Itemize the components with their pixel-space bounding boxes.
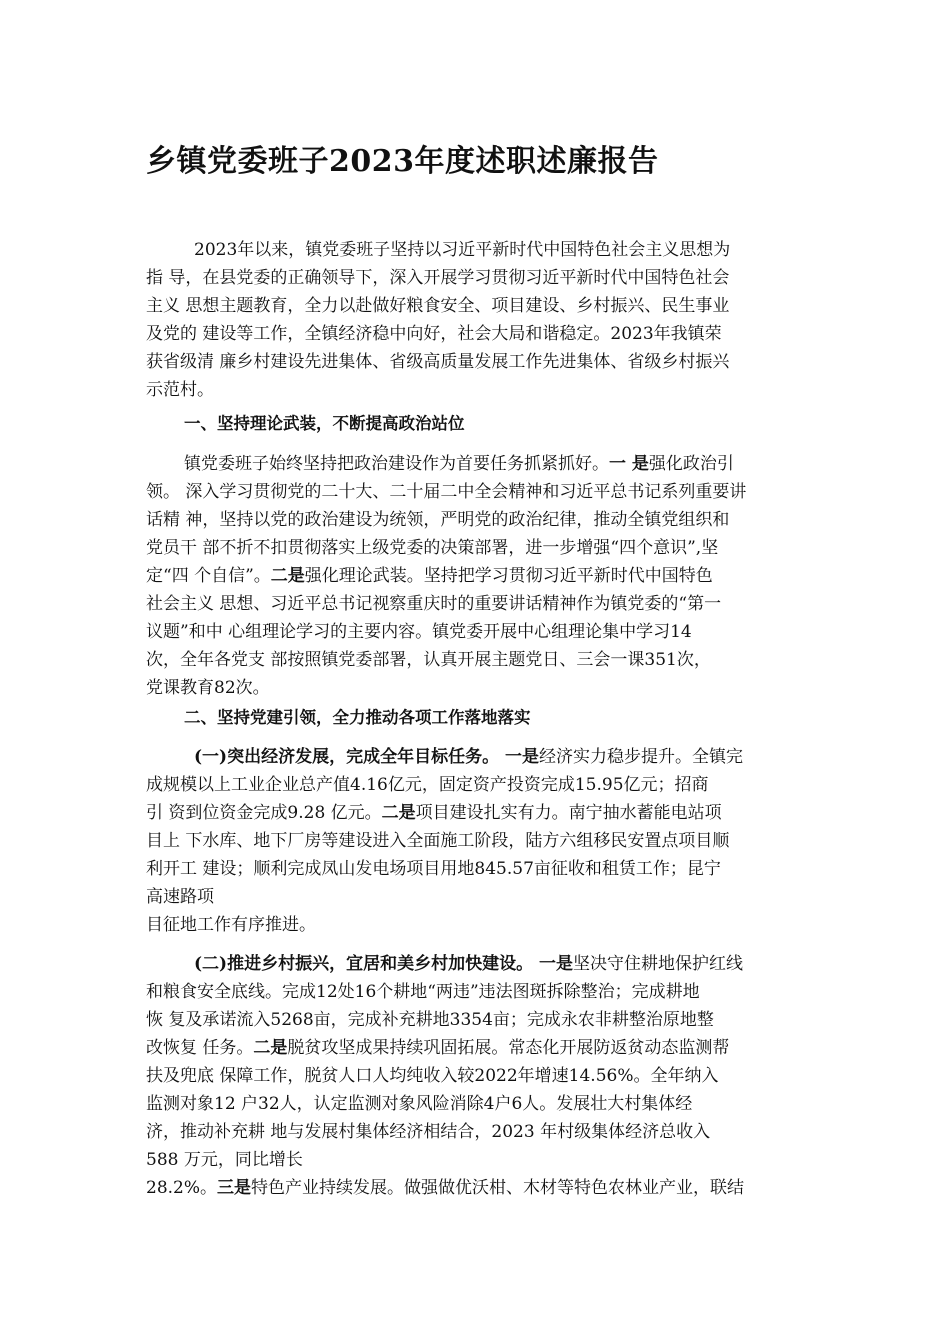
section1-line: 次，全年各党支 部按照镇党委部署，认真开展主题党日、三会一课351次， [146, 650, 711, 670]
section1-line: 定“四 个自信”。二是强化理论武装。坚持把学习贯彻习近平新时代中国特色 [146, 566, 713, 586]
subsection1-line: 目征地工作有序推进。 [146, 915, 316, 935]
intro-line: 指 导，在县党委的正确领导下，深入开展学习贯彻习近平新时代中国特色社会 [146, 268, 730, 288]
subsection1-line: 利开工 建设；顺利完成凤山发电场项目用地845.57亩征收和租赁工作；昆宁 [146, 859, 721, 879]
section1-line: 话精 神，坚持以党的政治建设为统领，严明党的政治纪律，推动全镇党组织和 [146, 510, 730, 530]
section1-line: 议题”和中 心组理论学习的主要内容。镇党委开展中心组理论集中学习14 [146, 622, 692, 642]
subsection2-line: 扶及兜底 保障工作，脱贫人口人均纯收入较2022年增速14.56%。全年纳入 [146, 1066, 719, 1086]
subsection2-line: 28.2%。三是特色产业持续发展。做强做优沃柑、木材等特色农林业产业，联结 [146, 1178, 745, 1198]
section1-line: 党员干 部不折不扣贯彻落实上级党委的决策部署，进一步增强“四个意识”,坚 [146, 538, 719, 558]
subsection1-line: 引 资到位资金完成9.28 亿元。二是项目建设扎实有力。南宁抽水蓄能电站项 [146, 803, 722, 823]
intro-paragraph [146, 236, 811, 404]
subsection1-paragraph [146, 743, 811, 939]
section1-line: 镇党委班子始终坚持把政治建设作为首要任务抓紧抓好。一 是强化政治引 [184, 454, 734, 474]
intro-line: 及党的 建设等工作，全镇经济稳中向好，社会大局和谐稳定。2023年我镇荣 [146, 324, 722, 344]
subsection1-line: 目上 下水库、地下厂房等建设进入全面施工阶段，陆方六组移民安置点项目顺 [146, 831, 730, 851]
subsection2-line: 改恢复 任务。二是脱贫攻坚成果持续巩固拓展。常态化开展防返贫动态监测帮 [146, 1038, 730, 1058]
subsection2-line: 588 万元，同比增长 [146, 1150, 303, 1170]
section1-line: 领。 深入学习贯彻党的二十大、二十届二中全会精神和习近平总书记系列重要讲 [146, 482, 747, 502]
subsection1-line: 成规模以上工业企业总产值4.16亿元，固定资产投资完成15.95亿元；招商 [146, 775, 709, 795]
document-title: 乡镇党委班子2023年度述职述廉报告 [146, 144, 659, 179]
subsection2-line: 监测对象12 户32人，认定监测对象风险消除4户6人。发展壮大村集体经 [146, 1094, 693, 1114]
section1-line: 党课教育82次。 [146, 678, 270, 698]
section-heading-1: 一、坚持理论武装，不断提高政治站位 [184, 414, 465, 433]
intro-line: 获省级清 廉乡村建设先进集体、省级高质量发展工作先进集体、省级乡村振兴 [146, 352, 730, 372]
subsection2-line: 济，推动补充耕 地与发展村集体经济相结合，2023 年村级集体经济总收入 [146, 1122, 711, 1142]
subsection2-line: 恢 复及承诺流入5268亩，完成补充耕地3354亩；完成永农非耕整治原地整 [146, 1010, 714, 1030]
subsection2-line: 和粮食安全底线。完成12处16个耕地“两违”违法图斑拆除整治；完成耕地 [146, 982, 700, 1002]
subsection2-line: (二)推进乡村振兴，宜居和美乡村加快建设。 一是坚决守住耕地保护红线 [194, 954, 744, 974]
intro-line: 示范村。 [146, 380, 214, 400]
section1-paragraph [146, 450, 811, 702]
subsection2-paragraph [146, 950, 811, 1202]
section1-line: 社会主义 思想、习近平总书记视察重庆时的重要讲话精神作为镇党委的“第一 [146, 594, 722, 614]
subsection1-line: (一)突出经济发展，完成全年目标任务。 一是经济实力稳步提升。全镇完 [194, 747, 744, 767]
intro-line: 2023年以来，镇党委班子坚持以习近平新时代中国特色社会主义思想为 [194, 240, 731, 260]
section-heading-2: 二、坚持党建引领，全力推动各项工作落地落实 [184, 708, 531, 727]
intro-line: 主义 思想主题教育，全力以赴做好粮食安全、项目建设、乡村振兴、民生事业 [146, 296, 730, 316]
subsection1-line: 高速路项 [146, 887, 214, 907]
